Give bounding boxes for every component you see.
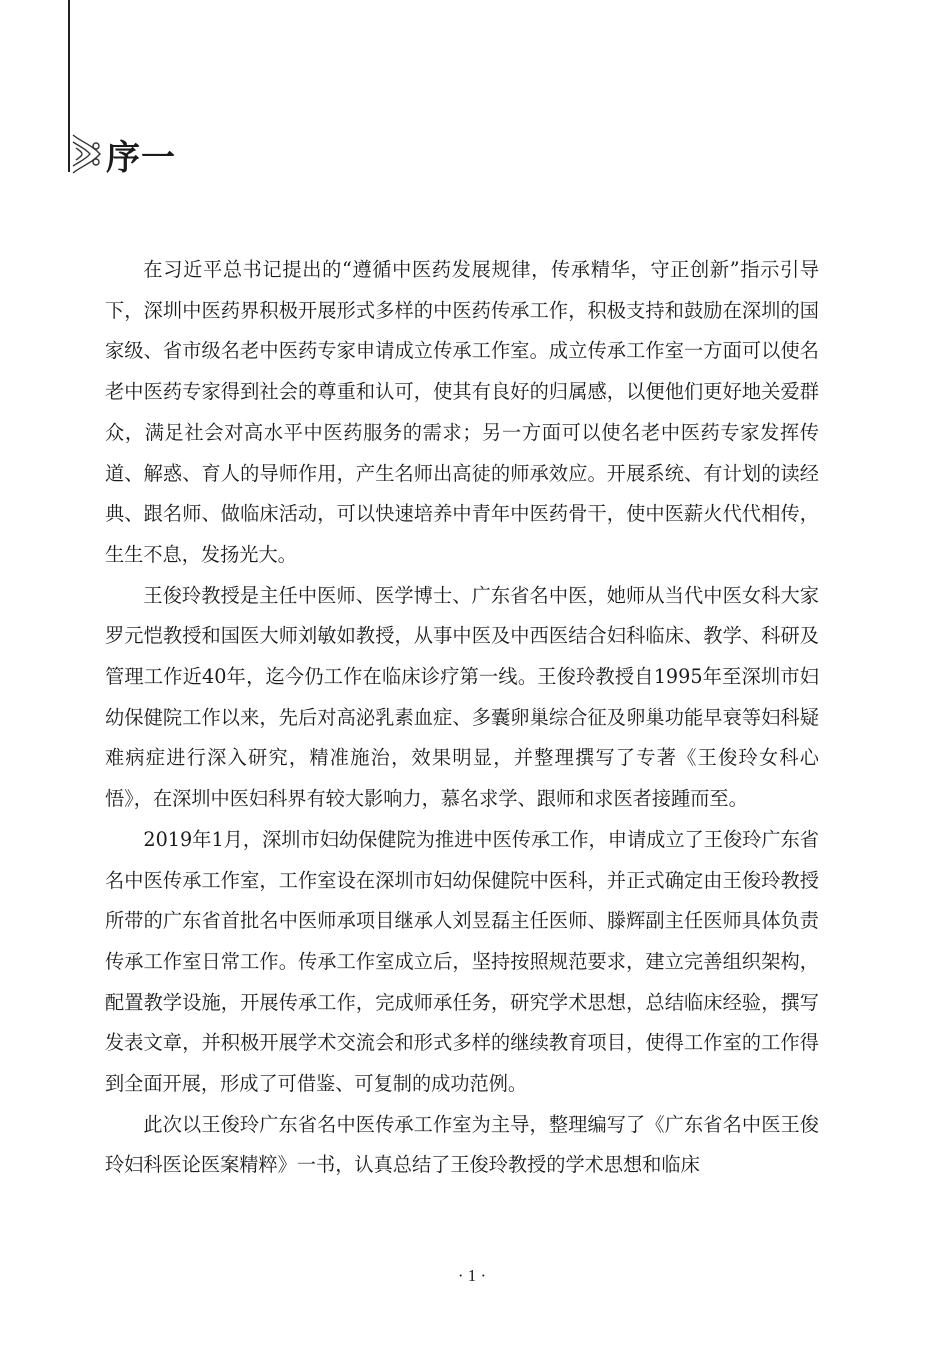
section-heading: [70, 126, 176, 182]
paragraph: 2019年1月，深圳市妇幼保健院为推进中医传承工作，申请成立了王俊玲广东省名中医传承工作室，工作室设在深圳市妇幼保健院中医科，并正式确定由王俊玲教授所带的广东省首批名中医师承项目继承人刘昱磊主任医师、滕辉副主任医师具体负责传承工作室日常工作。传承工作室成立后，坚持按照规范要求，建立完善组织架构，配置教学设施，开展传承工作，完成师承任务，研究学术思想，总结临床经验，撰写发表文章，并积极开展学术交流会和形式多样的继续教育项目，使得工作室的工作得到全面开展，形成了可借鉴、可复制的成功范例。: [105, 827, 819, 1096]
page-title: 序一: [106, 137, 176, 178]
ornament-icon: [70, 131, 104, 177]
page-number: · 1 ·: [457, 1266, 487, 1285]
body-text: [105, 250, 819, 1186]
paragraph: 在习近平总书记提出的“遵循中医药发展规律，传承精华，守正创新”指示引导下，深圳中医药界积极开展形式多样的中医药传承工作，积极支持和鼓励在深圳的国家级、省市级名老中医药专家申请成立传承工作室。成立传承工作室一方面可以使名老中医药专家得到社会的尊重和认可，使其有良好的归属感，以便他们更好地关爱群众，满足社会对高水平中医药服务的需求；另一方面可以使名老中医药专家发挥传道、解惑、育人的导师作用，产生名师出高徒的师承效应。开展系统、有计划的读经典、跟名师、做临床活动，可以快速培养中青年中医药骨干，使中医薪火代代相传，生生不息，发扬光大。: [105, 258, 819, 566]
paragraph: 此次以王俊玲广东省名中医传承工作室为主导，整理编写了《广东省名中医王俊玲妇科医论医案精粹》一书，认真总结了王俊玲教授的学术思想和临床: [105, 1112, 819, 1177]
paragraph: 王俊玲教授是主任中医师、医学博士、广东省名中医，她师从当代中医女科大家罗元恺教授和国医大师刘敏如教授，从事中医及中西医结合妇科临床、教学、科研及管理工作近40年，迄今仍工作在临床诊疗第一线。王俊玲教授自1995年至深圳市妇幼保健院工作以来，先后对高泌乳素血症、多囊卵巢综合征及卵巢功能早衰等妇科疑难病症进行深入研究，精准施治，效果明显，并整理撰写了专著《王俊玲女科心悟》，在深圳中医妇科界有较大影响力，慕名求学、跟师和求医者接踵而至。: [105, 583, 819, 811]
